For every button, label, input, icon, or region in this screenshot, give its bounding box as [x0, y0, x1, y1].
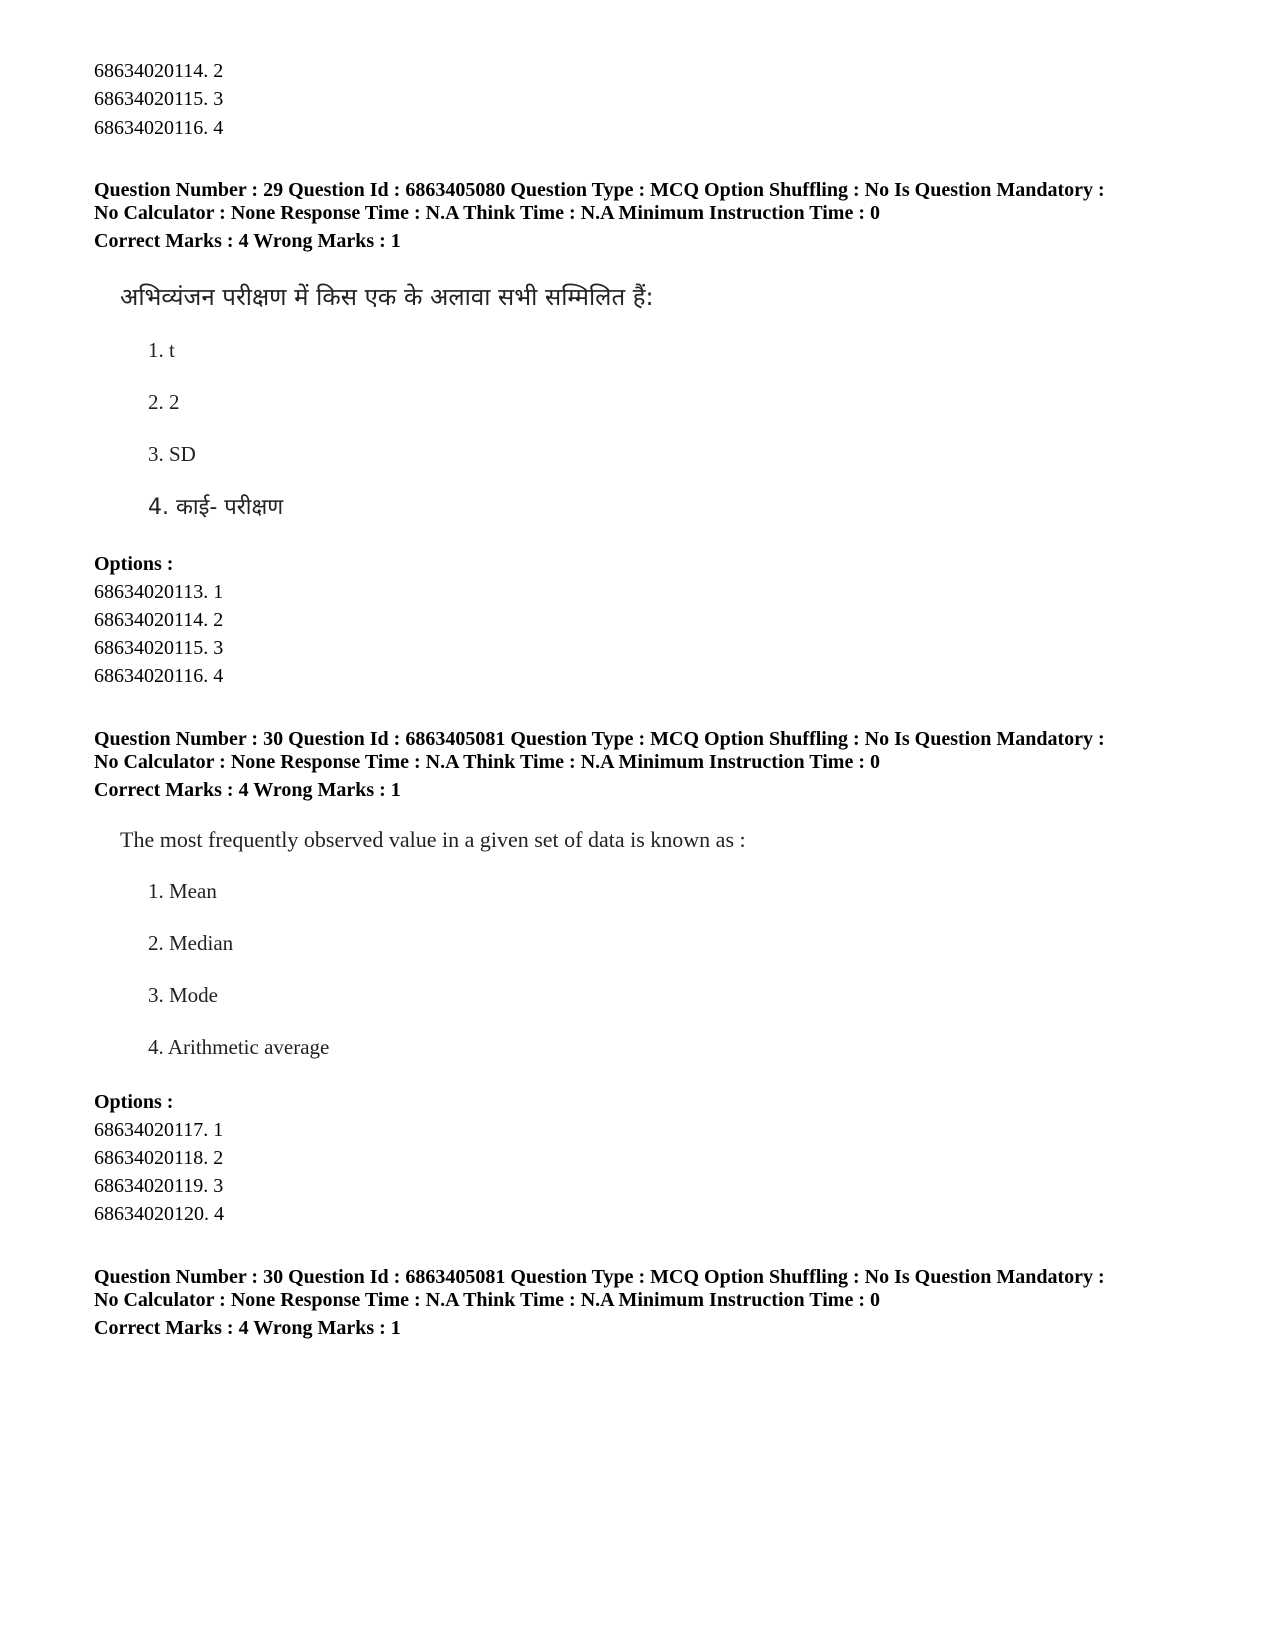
choice-item: 2. 2: [148, 390, 180, 414]
option-line: 68634020115. 3: [94, 88, 224, 110]
question-marks: Correct Marks : 4 Wrong Marks : 1: [94, 779, 401, 801]
option-line: 68634020114. 2: [94, 609, 224, 631]
question-header: Question Number : 29 Question Id : 6863405080 Question Type : MCQ Option Shuffling : No Is Question Mandatory :: [94, 179, 1105, 201]
option-line: 68634020117. 1: [94, 1119, 224, 1141]
option-line: 68634020113. 1: [94, 581, 224, 603]
choice-item: 3. Mode: [148, 983, 218, 1007]
option-line: 68634020120. 4: [94, 1203, 224, 1225]
choice-item: 4. काई- परीक्षण: [148, 495, 284, 520]
question-header: No Calculator : None Response Time : N.A Think Time : N.A Minimum Instruction Time : 0: [94, 751, 880, 773]
option-line: 68634020116. 4: [94, 117, 224, 139]
question-text: अभिव्यंजन परीक्षण में किस एक के अलावा सभी सम्मिलित हैं:: [120, 283, 654, 311]
choice-item: 1. t: [148, 338, 175, 362]
question-header: Question Number : 30 Question Id : 6863405081 Question Type : MCQ Option Shuffling : No Is Question Mandatory :: [94, 1266, 1105, 1288]
question-marks: Correct Marks : 4 Wrong Marks : 1: [94, 1317, 401, 1339]
choice-item: 3. SD: [148, 442, 196, 466]
choice-item: 2. Median: [148, 931, 234, 955]
choice-item: 4. Arithmetic average: [148, 1035, 330, 1059]
option-line: 68634020114. 2: [94, 60, 224, 82]
options-label: Options :: [94, 1091, 174, 1113]
option-line: 68634020119. 3: [94, 1175, 224, 1197]
option-line: 68634020115. 3: [94, 637, 224, 659]
question-header: No Calculator : None Response Time : N.A Think Time : N.A Minimum Instruction Time : 0: [94, 1289, 880, 1311]
option-line: 68634020116. 4: [94, 665, 224, 687]
choice-item: 1. Mean: [148, 879, 217, 903]
question-marks: Correct Marks : 4 Wrong Marks : 1: [94, 230, 401, 252]
question-header: No Calculator : None Response Time : N.A Think Time : N.A Minimum Instruction Time : 0: [94, 202, 880, 224]
question-header: Question Number : 30 Question Id : 6863405081 Question Type : MCQ Option Shuffling : No Is Question Mandatory :: [94, 728, 1105, 750]
question-text: The most frequently observed value in a given set of data is known as :: [120, 827, 746, 852]
option-line: 68634020118. 2: [94, 1147, 224, 1169]
options-label: Options :: [94, 553, 174, 575]
